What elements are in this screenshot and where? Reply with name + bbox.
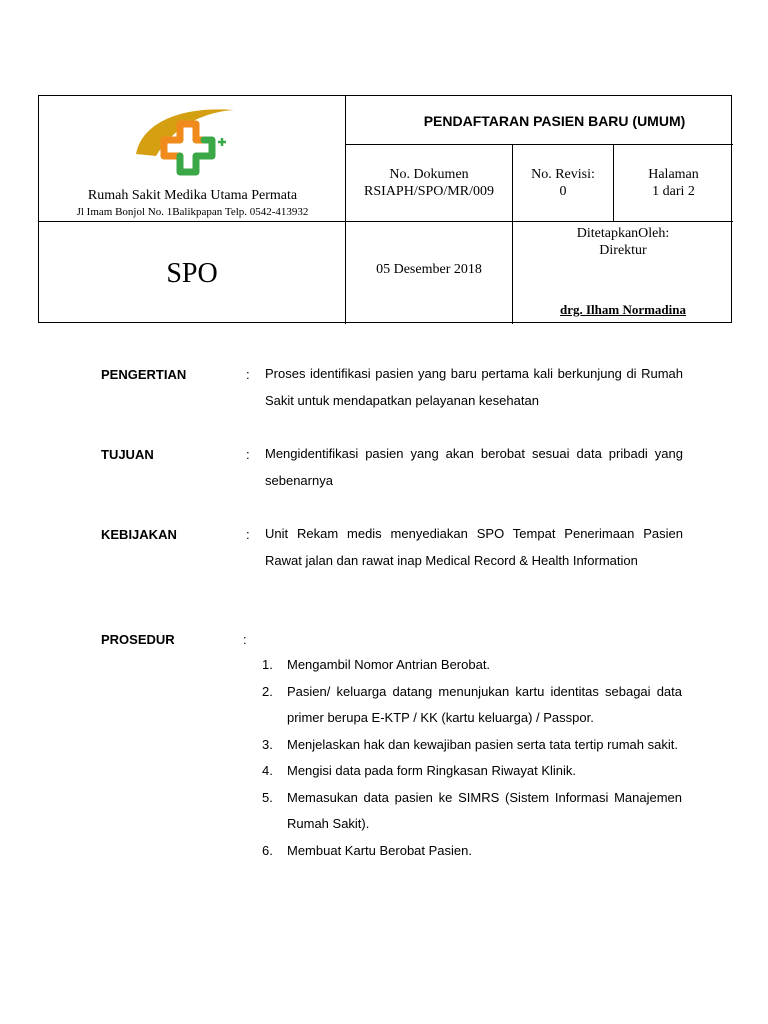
step-number: 3. [262, 736, 273, 752]
tujuan-colon: : [246, 447, 250, 462]
approved-by-label: DitetapkanOleh: [576, 226, 670, 241]
approver-title: Direktur [599, 243, 647, 258]
hospital-address: Jl Imam Bonjol No. 1Balikpapan Telp. 0542-413932 [76, 206, 309, 218]
step-number: 4. [262, 763, 273, 778]
page-label: Halaman [648, 167, 699, 182]
approval-cell [513, 222, 733, 324]
spo-cell [39, 222, 346, 324]
page-value: 1 dari 2 [652, 184, 695, 199]
hospital-name: Rumah Sakit Medika Utama Permata [87, 188, 298, 203]
page-cell [614, 145, 733, 222]
prosedur-label: PROSEDUR [101, 632, 175, 647]
step-text: Menjelaskan hak dan kewajiban pasien serta tata tertip rumah sakit. [287, 736, 678, 752]
step-number: 6. [262, 842, 273, 858]
document-number-label: No. Dokumen [389, 167, 469, 182]
kebijakan-colon: : [246, 527, 250, 542]
step-text: Membuat Kartu Berobat Pasien. [287, 842, 472, 858]
approver-name: drg. Ilham Normadina [559, 302, 687, 317]
procedure-step [262, 785, 682, 838]
procedure-step [262, 732, 682, 759]
kebijakan-label: KEBIJAKAN [101, 527, 177, 542]
procedure-step [262, 652, 682, 679]
document-title-cell [346, 96, 733, 145]
step-number: 5. [262, 789, 273, 805]
step-number: 1. [262, 657, 273, 672]
hospital-identity-cell [39, 96, 346, 222]
procedure-step [262, 679, 682, 732]
document-title: PENDAFTARAN PASIEN BARU (UMUM) [423, 113, 686, 129]
revision-value: 0 [559, 184, 567, 199]
spo-label: SPO [166, 258, 218, 289]
revision-label: No. Revisi: [531, 167, 595, 182]
pengertian-colon: : [246, 367, 250, 382]
procedure-list [262, 652, 682, 864]
step-text: Mengisi data pada form Ringkasan Riwayat Klinik. [287, 763, 577, 778]
document-number-cell [346, 145, 513, 222]
date-cell [346, 222, 513, 324]
kebijakan-text: Unit Rekam medis menyediakan SPO Tempat Penerimaan Pasien Rawat jalan dan rawat inap Medical Record & Health Information [265, 526, 683, 568]
step-text: Memasukan data pasien ke SIMRS (Sistem Informasi Manajemen Rumah Sakit). [287, 789, 682, 831]
issue-date: 05 Desember 2018 [376, 262, 482, 277]
revision-cell [513, 145, 614, 222]
step-text: Mengambil Nomor Antrian Berobat. [287, 657, 491, 672]
pengertian-text: Proses identifikasi pasien yang baru pertama kali berkunjung di Rumah Sakit untuk mendapatkan pelayanan kesehatan [265, 366, 683, 408]
tujuan-label: TUJUAN [101, 447, 154, 462]
tujuan-text: Mengidentifikasi pasien yang akan berobat sesuai data pribadi yang sebenarnya [265, 446, 683, 488]
procedure-step [262, 758, 682, 785]
step-number: 2. [262, 683, 273, 699]
step-text: Pasien/ keluarga datang menunjukan kartu identitas sebagai data primer berupa E-KTP / KK (kartu keluarga) / Passpor. [287, 683, 682, 725]
pengertian-label: PENGERTIAN [101, 367, 187, 382]
prosedur-colon: : [243, 632, 247, 647]
document-number-value: RSIAPH/SPO/MR/009 [364, 184, 494, 199]
procedure-step [262, 838, 682, 865]
document-header-table [38, 95, 732, 323]
hospital-logo-icon [134, 104, 254, 186]
